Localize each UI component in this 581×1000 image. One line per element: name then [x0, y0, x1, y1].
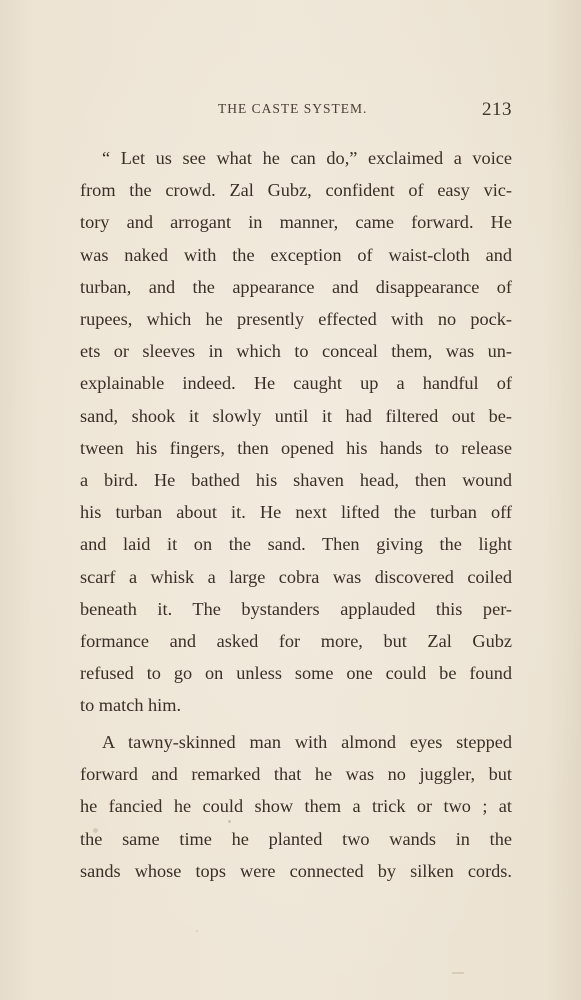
text-line: the same time he planted two wands in the	[80, 828, 512, 849]
text-line: was naked with the exception of waist-cloth and	[80, 244, 512, 265]
paper-speck	[452, 972, 464, 974]
text-line: refused to go on unless some one could be found	[80, 663, 512, 684]
text-line: a bird. He bathed his shaven head, then wound	[80, 470, 512, 490]
text-line: sands whose tops were connected by silken cords.	[80, 860, 512, 881]
text-line: he fancied he could show them a trick or two ; at	[80, 796, 512, 817]
text-line: formance and asked for more, but Zal Gubz	[80, 631, 512, 651]
paper-speck	[228, 820, 231, 823]
text-line: rupees, which he presently effected with no pock-	[80, 309, 512, 329]
page-number: 213	[482, 99, 512, 120]
text-line: beneath it. The bystanders applauded this per-	[80, 598, 512, 619]
text-line: and laid it on the sand. Then giving the light	[80, 534, 512, 555]
text-line: tween his fingers, then opened his hands to release	[80, 437, 512, 458]
text-line: sand, shook it slowly until it had filtered out be-	[80, 405, 512, 426]
running-head	[0, 100, 581, 124]
body-text	[80, 142, 512, 892]
paper-speck	[93, 828, 98, 833]
text-line: turban, and the appearance and disappearance of	[80, 276, 512, 297]
paper-speck	[196, 930, 198, 932]
text-line: to match him.	[80, 695, 182, 716]
running-title: THE CASTE SYSTEM.	[218, 101, 368, 116]
text-line: from the crowd. Zal Gubz, confident of easy vic-	[80, 180, 512, 201]
text-line: A tawny-skinned man with almond eyes stepped	[102, 732, 512, 752]
text-line: tory and arrogant in manner, came forward. He	[80, 212, 512, 233]
text-line: explainable indeed. He caught up a handful of	[80, 373, 512, 394]
text-line: scarf a whisk a large cobra was discovered coiled	[80, 566, 512, 587]
text-line: “ Let us see what he can do,” exclaimed a voice	[102, 148, 512, 168]
text-line: his turban about it. He next lifted the turban off	[80, 502, 512, 523]
text-line: forward and remarked that he was no juggler, but	[80, 764, 512, 785]
text-line: ets or sleeves in which to conceal them, was un-	[80, 341, 512, 362]
